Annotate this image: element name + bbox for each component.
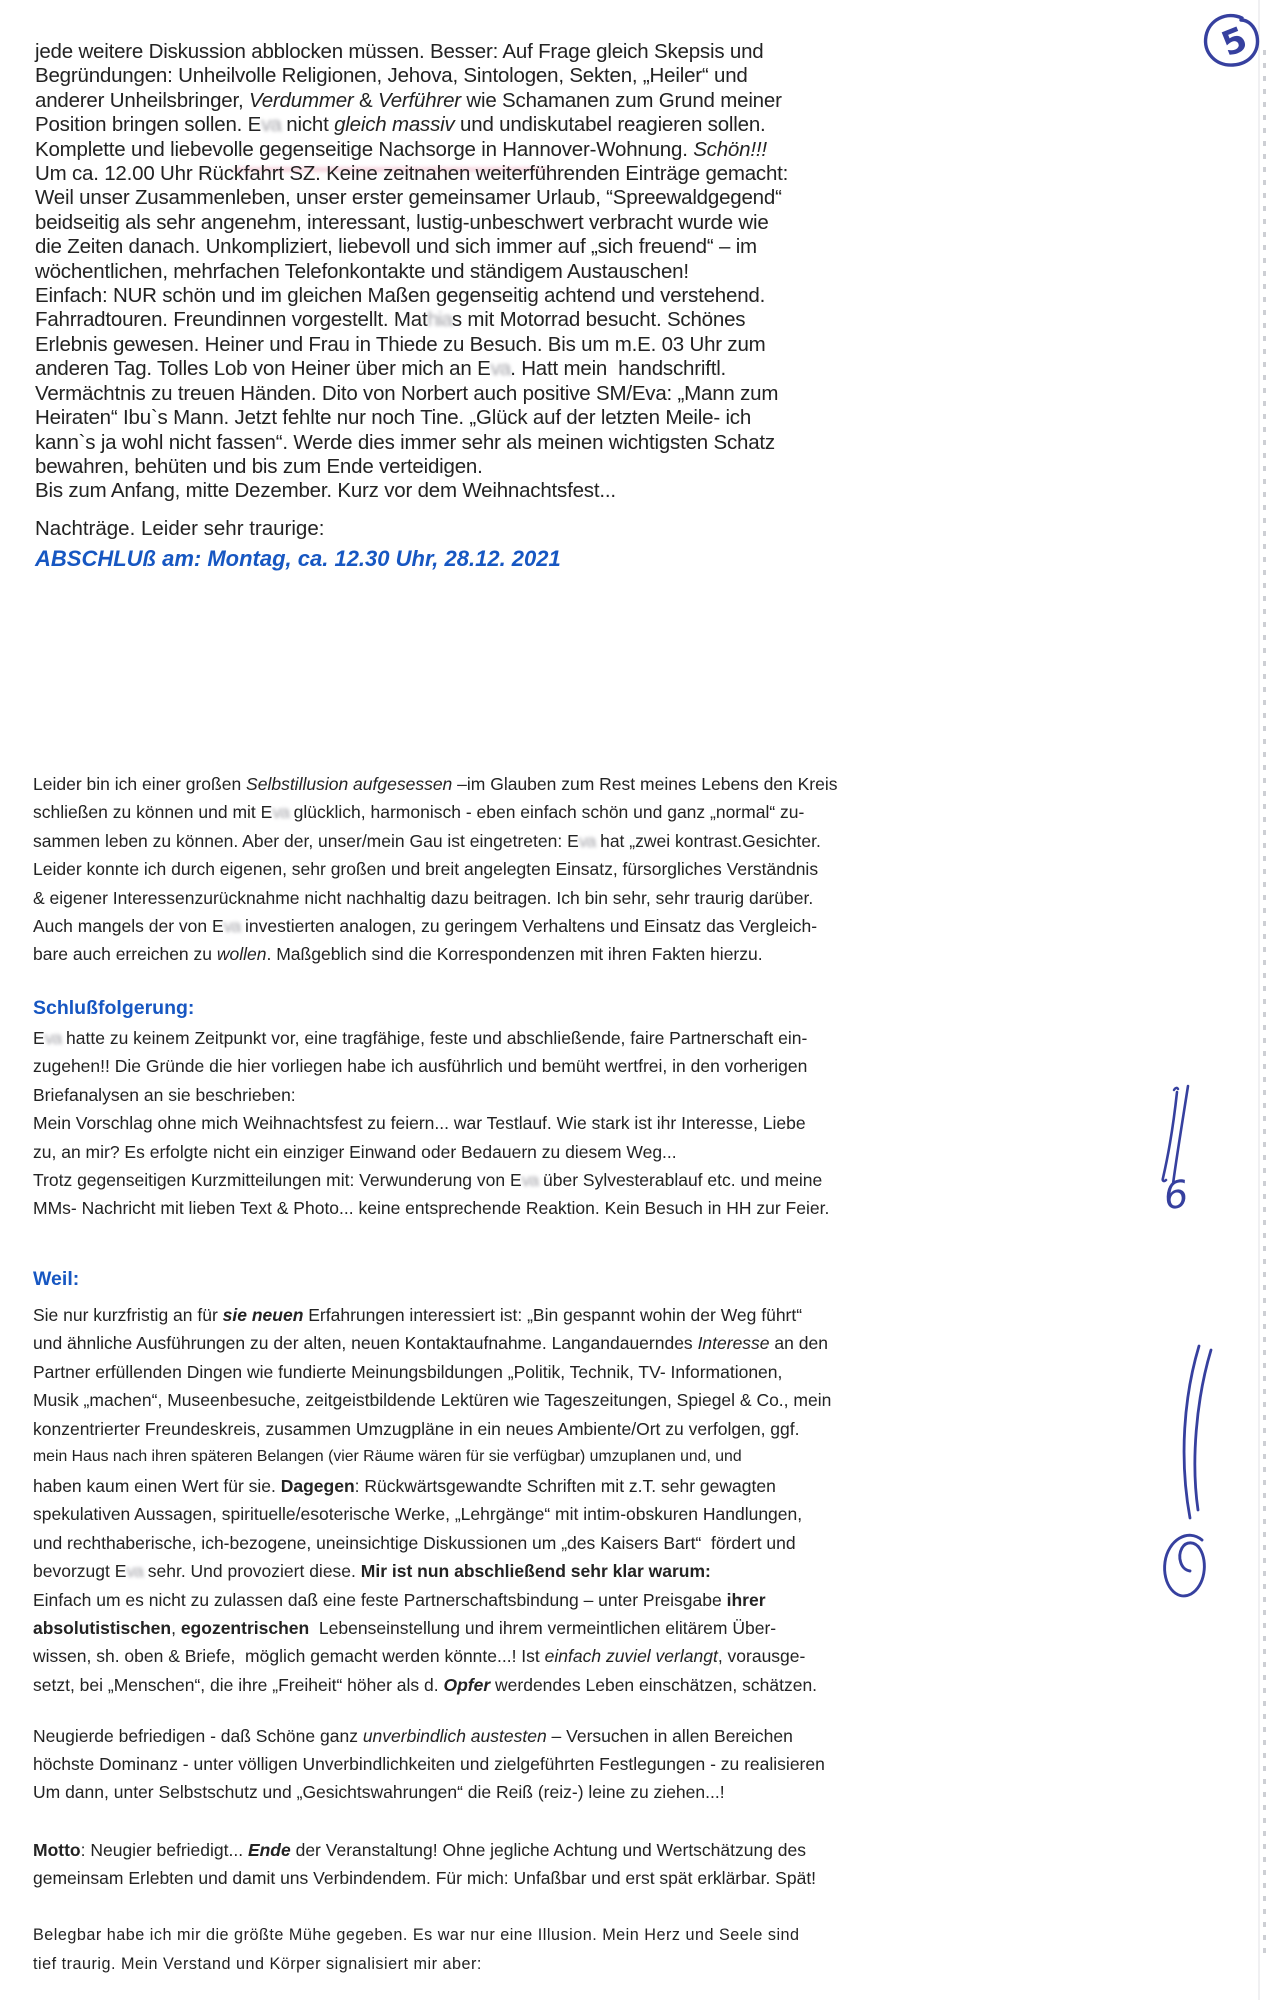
text-line: Leider bin ich einer großen Selbstillusion aufgesessen –im Glauben zum Rest meines Lebens den Kreis (33, 774, 838, 794)
text-line: Neugierde befriedigen - daß Schöne ganz unverbindlich austesten – Versuchen in allen Bereichen (33, 1726, 793, 1746)
text-line: & eigener Interessenzurücknahme nicht nachhaltig dazu beitragen. Ich bin sehr, sehr traurig darüber. (33, 887, 814, 908)
text-line: setzt, bei „Menschen“, die ihre „Freiheit“ höher als d. Opfer werdendes Leben einschätzen, schätzen. (33, 1674, 818, 1695)
text-line: Belegbar habe ich mir die größte Mühe gegeben. Es war nur eine Illusion. Mein Herz und Seele sind (33, 1926, 800, 1944)
text-line: Um dann, unter Selbstschutz und „Gesichtswahrungen“ die Reiß (reiz-) leine zu ziehen...! (33, 1782, 725, 1802)
text-line: sammen leben zu können. Aber der, unser/mein Gau ist eingetreten: Eva hat „zwei kontrast.Gesichter. (33, 830, 821, 851)
handwritten-circled-5 (1196, 8, 1268, 76)
text-line: wissen, sh. oben & Briefe, möglich gemacht werden könnte...! Ist einfach zuviel verlangt, vorausge- (33, 1646, 806, 1667)
text-line: bewahren, behüten und bis zum Ende verteidigen. (35, 454, 483, 478)
handwritten-parentheses-mark (1166, 1338, 1222, 1533)
text-line: Musik „machen“, Museenbesuche, zeitgeistbildende Lektüren wie Tageszeitungen, Spiegel & Co., mein (33, 1390, 832, 1411)
text-line: anderen Tag. Tolles Lob von Heiner über mich an Eva. Hatt mein handschriftl. (35, 357, 727, 381)
text-line: schließen zu können und mit Eva glücklich, harmonisch - eben einfach schön und ganz „normal“ zu- (33, 802, 805, 823)
text-line: Motto: Neugier befriedigt... Ende der Veranstaltung! Ohne jegliche Achtung und Wertschätzung des (33, 1840, 807, 1860)
paragraph-weil (33, 1301, 831, 1699)
paragraph-selbstillusion (33, 770, 838, 969)
text-line: wöchentlichen, mehrfachen Telefonkontakte und ständigem Austauschen! (35, 259, 689, 283)
paragraph-motto (33, 1836, 816, 1892)
text-line: bevorzugt Eva sehr. Und provoziert diese. Mir ist nun abschließend sehr klar warum: (33, 1561, 711, 1582)
text-line: MMs- Nachricht mit lieben Text & Photo... keine entsprechende Reaktion. Kein Besuch in HH zur Feier. (33, 1198, 830, 1219)
text-line: absolutistischen, egozentrischen Lebenseinstellung und ihrem vermeintlichen elitärem Über- (33, 1617, 777, 1638)
text-line: und rechthaberische, ich-bezogene, uneinsichtige Diskussionen um „des Kaisers Bart“ fördert und (33, 1532, 796, 1553)
text-line: und ähnliche Ausführungen zu der alten, neuen Kontaktaufnahme. Langandauerndes Interesse an den (33, 1333, 828, 1354)
text-line: Um ca. 12.00 Uhr Rückfahrt SZ. Keine zeitnahen weiterführenden Einträge gemacht: (35, 162, 789, 186)
text-line: Weil unser Zusammenleben, unser erster gemeinsamer Urlaub, “Spreewaldgegend“ (35, 186, 782, 210)
text-line: jede weitere Diskussion abblocken müssen. Besser: Auf Frage gleich Skepsis und (35, 40, 764, 63)
schlussfolgerung-heading (33, 995, 194, 1021)
text-line: konzentrierter Freundeskreis, zusammen Umzugpläne in ein neues Ambiente/Ort zu verfolgen, ggf. (33, 1418, 800, 1439)
text-line: Erlebnis gewesen. Heiner und Frau in Thiede zu Besuch. Bis um m.E. 03 Uhr zum (35, 332, 766, 356)
text-line: höchste Dominanz - unter völligen Unverbindlichkeiten und zielgeführten Festlegungen - zu realisieren (33, 1754, 825, 1774)
paragraph-main (35, 40, 788, 504)
text-line: Schlußfolgerung: (33, 997, 195, 1019)
scan-edge-line (1258, 0, 1260, 2000)
paragraph-belegbar (33, 1921, 800, 1978)
text-line: Vermächtnis zu treuen Händen. Dito von Norbert auch positive SM/Eva: „Mann zum (35, 381, 779, 405)
handwritten-number-6 (1156, 1170, 1202, 1220)
text-line: die Zeiten danach. Unkompliziert, liebevoll und sich immer auf „sich freuend“ – im (35, 235, 757, 259)
text-line: anderer Unheilsbringer, Verdummer & Verführer wie Schamanen zum Grund meiner (35, 88, 782, 112)
paragraph-schlussfolgerung (33, 1024, 829, 1223)
text-line: Mein Vorschlag ohne mich Weihnachtsfest zu feiern... war Testlauf. Wie stark ist ihr Interesse, Liebe (33, 1113, 806, 1134)
text-line: Trotz gegenseitigen Kurzmitteilungen mit: Verwunderung von Eva über Sylvesterablauf etc. und meine (33, 1170, 823, 1191)
text-line: gemeinsam Erlebten und damit uns Verbindendem. Für mich: Unfaßbar und erst spät erklärbar. Spät! (33, 1868, 817, 1889)
text-line: Position bringen sollen. Eva nicht gleich massiv und undiskutabel reagieren sollen. (35, 113, 766, 137)
abschluss-heading (35, 545, 561, 572)
text-line: haben kaum einen Wert für sie. Dagegen: Rückwärtsgewandte Schriften mit z.T. sehr gewagten (33, 1475, 776, 1496)
text-line: Heiraten“ Ibu`s Mann. Jetzt fehlte nur noch Tine. „Glück auf der letzten Meile- ich (35, 406, 752, 430)
weil-heading (33, 1266, 79, 1292)
text-line: Komplette und liebevolle gegenseitige Nachsorge in Hannover-Wohnung. Schön!!! (35, 137, 767, 161)
text-line: Begründungen: Unheilvolle Religionen, Jehova, Sintologen, Sekten, „Heiler“ und (35, 64, 748, 88)
handwritten-loop-mark (1156, 1524, 1218, 1612)
text-line: Auch mangels der von Eva investierten analogen, zu geringem Verhaltens und Einsatz das Vergleich- (33, 916, 818, 937)
scan-edge-dashes (1263, 50, 1266, 1960)
text-line: Einfach um es nicht zu zulassen daß eine feste Partnerschaftsbindung – unter Preisgabe ihrer (33, 1589, 766, 1610)
text-line: ABSCHLUß am: Montag, ca. 12.30 Uhr, 28.12. 2021 (35, 546, 561, 571)
text-line: Eva hatte zu keinem Zeitpunkt vor, eine tragfähige, feste und abschließende, faire Partnerschaft ein- (33, 1028, 808, 1048)
text-line: Weil: (33, 1268, 80, 1290)
page-number-5: 5 (1215, 19, 1253, 66)
text-line: Sie nur kurzfristig an für sie neuen Erfahrungen interessiert ist: „Bin gespannt wohin der Weg führt“ (33, 1305, 803, 1325)
text-line: zugehen!! Die Gründe die hier vorliegen habe ich ausführlich und bemüht wertfrei, in den vorherigen (33, 1056, 808, 1077)
text-line: Fahrradtouren. Freundinnen vorgestellt. Mathias mit Motorrad besucht. Schönes (35, 308, 746, 332)
text-line: Nachträge. Leider sehr traurige: (35, 517, 325, 540)
text-line: Partner erfüllenden Dingen wie fundierte Meinungsbildungen „Politik, Technik, TV- Informationen, (33, 1361, 783, 1382)
text-line: zu, an mir? Es erfolgte nicht ein einziger Einwand oder Bedauern zu diesem Weg... (33, 1141, 677, 1162)
text-line: Einfach: NUR schön und im gleichen Maßen gegenseitig achtend und verstehend. (35, 284, 766, 308)
text-line: spekulativen Aussagen, spirituelle/esoterische Werke, „Lehrgänge“ mit intim-obskuren Handlungen, (33, 1504, 803, 1525)
margin-number-6: 6 (1161, 1171, 1191, 1219)
text-line: mein Haus nach ihren späteren Belangen (vier Räume wären für sie verfügbar) umzuplanen und, und (33, 1448, 742, 1466)
text-line: Bis zum Anfang, mitte Dezember. Kurz vor dem Weihnachtsfest... (35, 479, 616, 503)
paragraph-neugierde (33, 1722, 825, 1806)
text-line: bare auch erreichen zu wollen. Maßgeblich sind die Korrespondenzen mit ihren Fakten hierzu. (33, 944, 763, 965)
nachtraege-line (35, 516, 324, 541)
text-line: Briefanalysen an sie beschrieben: (33, 1084, 296, 1105)
text-line: tief traurig. Mein Verstand und Körper signalisiert mir aber: (33, 1954, 482, 1973)
text-line: beidseitig als sehr angenehm, interessant, lustig-unbeschwert verbracht wurde wie (35, 210, 769, 234)
text-line: kann`s ja wohl nicht fassen“. Werde dies immer sehr als meinen wichtigsten Schatz (35, 430, 775, 454)
text-line: Leider konnte ich durch eigenen, sehr großen und breit angelegten Einsatz, fürsorgliches Verständnis (33, 859, 819, 880)
